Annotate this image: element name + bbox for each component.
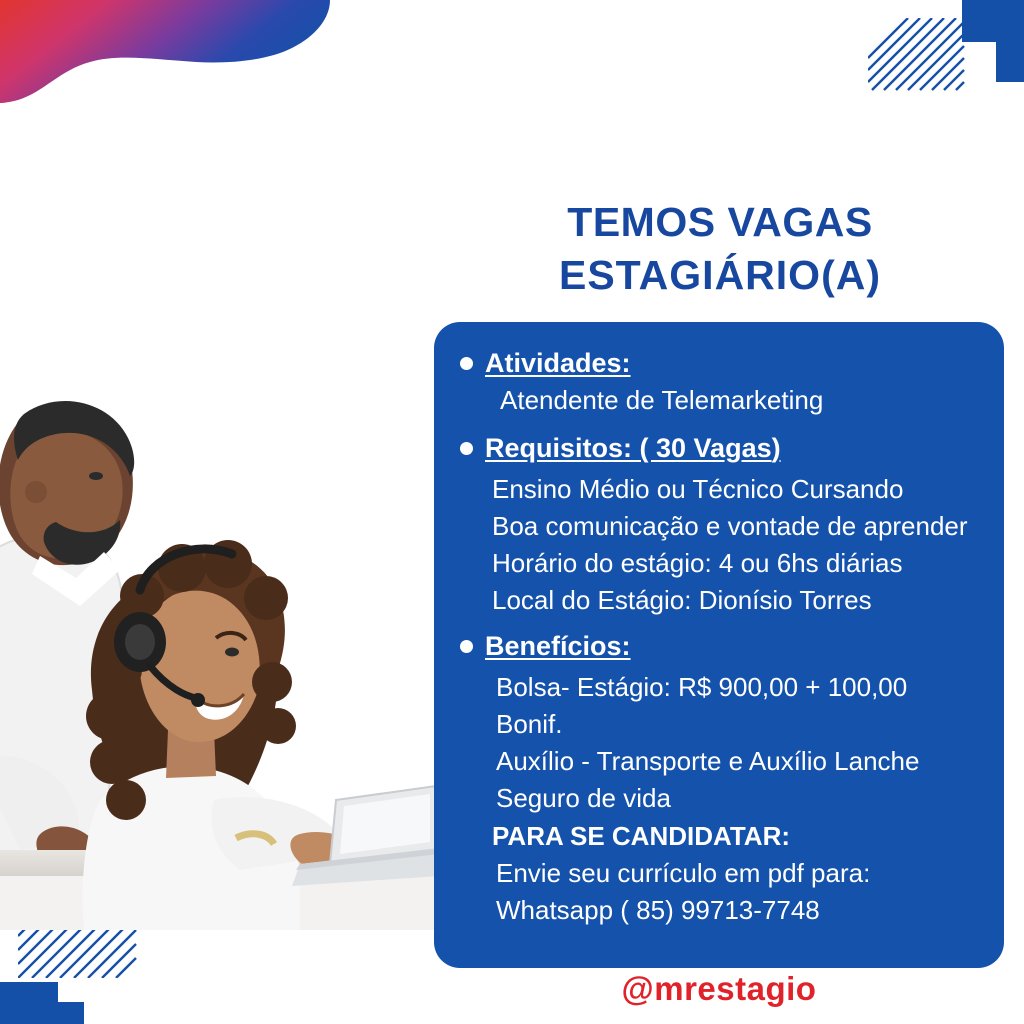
top-left-gradient-blob [0,0,420,120]
requisitos-heading-text: Requisitos: ( 30 Vagas [485,433,772,463]
bullet-dot-icon [460,640,473,653]
cta-title: PARA SE CANDIDATAR: [492,821,791,851]
bullet-dot-icon [460,357,473,370]
section-heading-requisitos [485,429,781,467]
blob-shape [0,0,420,120]
headline-line-1: TEMOS VAGAS [567,199,873,245]
requisitos-line-2: Boa comunicação e vontade de aprender [492,511,968,541]
section-heading-atividades: Atividades: [485,348,631,378]
requisitos-line-1: Ensino Médio ou Técnico Cursando [492,474,904,504]
beneficios-line-3: Seguro de vida [496,783,671,813]
headline-line-2: ESTAGIÁRIO(A) [558,252,881,298]
section-requisitos [460,429,978,467]
page-title [432,196,1008,302]
section-atividades [460,344,978,382]
section-beneficios [460,627,978,665]
bottom-left-blue-square-small [58,1002,84,1024]
job-details-card [434,322,1004,968]
requisitos-heading-paren: ) [771,433,781,463]
beneficios-line-2: Auxílio - Transporte e Auxílio Lanche [496,746,920,776]
top-right-blue-square [962,0,1024,42]
beneficios-line-1: Bolsa- Estágio: R$ 900,00 + 100,00 Bonif. [496,672,908,739]
instagram-handle[interactable]: @mrestagio [621,970,817,1007]
top-right-decoration [864,0,1024,120]
call-center-photo [0,330,440,930]
hatch-lines-icon [868,18,968,108]
bullet-dot-icon [460,442,473,455]
cta-line-1: Envie seu currículo em pdf para: [496,858,871,888]
requisitos-line-4: Local do Estágio: Dionísio Torres [492,585,872,615]
section-heading-beneficios: Benefícios: [485,631,631,661]
photo-illustration [0,330,440,930]
requisitos-line-3: Horário do estágio: 4 ou 6hs diárias [492,548,903,578]
bottom-left-blue-square [0,982,58,1024]
top-right-blue-square-small [996,42,1024,82]
atividades-line-1: Atendente de Telemarketing [500,385,824,415]
cta-whatsapp[interactable]: Whatsapp ( 85) 99713-7748 [496,895,820,925]
